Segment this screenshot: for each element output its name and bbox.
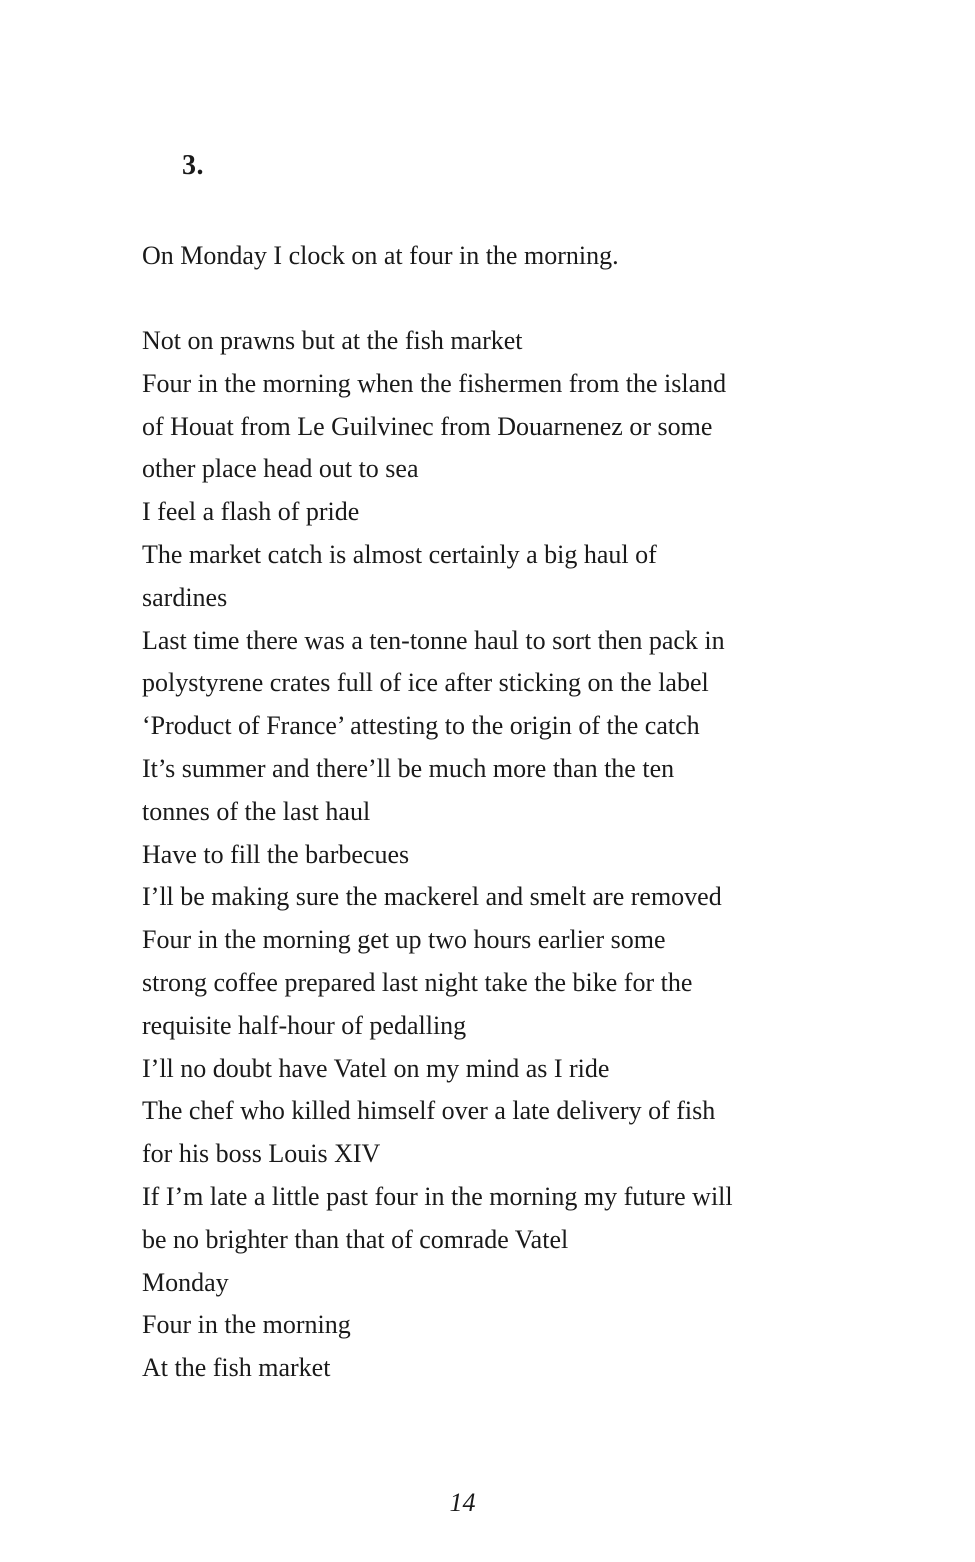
poem-line: I’ll no doubt have Vatel on my mind as I ride: [142, 1053, 610, 1083]
poem-line: Four in the morning get up two hours earlier some: [142, 925, 666, 955]
poem-line: ‘Product of France’ attesting to the origin of the catch: [142, 711, 700, 741]
poem-line: for his boss Louis XIV: [142, 1139, 381, 1169]
poem-line: of Houat from Le Guilvinec from Douarnenez or some: [142, 411, 713, 441]
poem-line: polystyrene crates full of ice after sticking on the label: [142, 668, 709, 698]
poem-line: The chef who killed himself over a late delivery of fish: [142, 1096, 716, 1126]
poem-line: Four in the morning when the fishermen from the island: [142, 368, 727, 398]
poem-body: [142, 320, 842, 1390]
poem-line: other place head out to sea: [142, 454, 419, 484]
poem-line: be no brighter than that of comrade Vatel: [142, 1224, 569, 1254]
poem-line: tonnes of the last haul: [142, 796, 371, 826]
poem-line: The market catch is almost certainly a big haul of: [142, 539, 657, 569]
poem-line: I feel a flash of pride: [142, 497, 360, 527]
poem-line: Not on prawns but at the fish market: [142, 326, 523, 355]
poem-line: Monday: [142, 1267, 229, 1297]
poem-line: Have to fill the barbecues: [142, 839, 410, 869]
poem-line: Last time there was a ten-tonne haul to sort then pack in: [142, 625, 725, 655]
section-number: 3.: [182, 150, 204, 181]
poem-line: sardines: [142, 582, 228, 612]
poem-line: Four in the morning: [142, 1310, 351, 1340]
poem-line: requisite half-hour of pedalling: [142, 1010, 467, 1040]
opening-line: On Monday I clock on at four in the morning.: [142, 241, 619, 270]
page-number: 14: [449, 1488, 476, 1517]
poem-line: At the fish market: [142, 1353, 331, 1383]
poem-line: If I’m late a little past four in the morning my future will: [142, 1181, 733, 1211]
poem-line: I’ll be making sure the mackerel and smelt are removed: [142, 882, 722, 912]
poem-line: It’s summer and there’ll be much more than the ten: [142, 753, 675, 783]
poem-line: strong coffee prepared last night take the bike for the: [142, 967, 693, 997]
